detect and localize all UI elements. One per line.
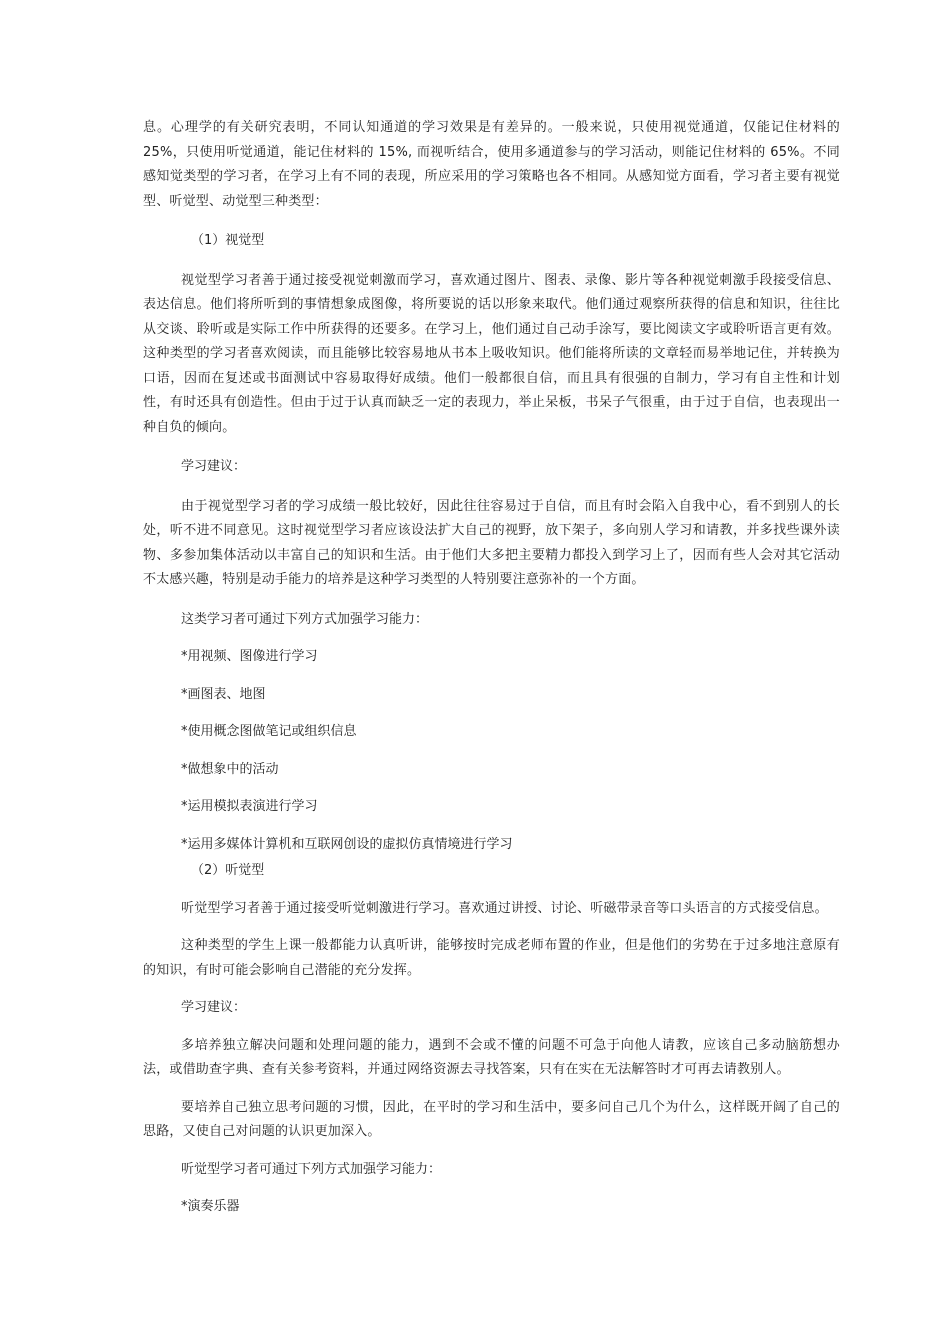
- auditory-type-description: 听觉型学习者善于通过接受听觉刺激进行学习。喜欢通过讲授、讨论、听磁带录音等口头语言的方式接受信息。: [181, 900, 828, 916]
- visual-method-item: *运用模拟表演进行学习: [181, 799, 318, 814]
- document-body: [143, 116, 840, 1220]
- visual-method-item: *使用概念图做笔记或组织信息: [181, 724, 357, 739]
- visual-type-heading: （1）视觉型: [191, 233, 265, 248]
- visual-advice-paragraph: 由于视觉型学习者的学习成绩一般比较好，因此往往容易过于自信，而且有时会陷入自我中心，看不到别人的长处，听不进不同意见。这时视觉型学习者应该设法扩大自己的视野，放下架子，多向别人学习和请教，并多找些课外读物、多参加集体活动以丰富自己的知识和生活。由于他们大多把主要精力都投入到学习上了，因而有些人会对其它活动不太感兴趣，特别是动手能力的培养是这种学习类型的人特别要注意弥补的一个方面。: [143, 498, 840, 587]
- auditory-method-item: *演奏乐器: [181, 1199, 240, 1214]
- visual-type-description: 视觉型学习者善于通过接受视觉刺激而学习，喜欢通过图片、图表、录像、影片等各种视觉刺激手段接受信息、表达信息。他们将所听到的事情想象成图像，将所要说的话以形象来取代。他们通过观察所获得的信息和知识，往往比从交谈、聆听或是实际工作中所获得的还要多。在学习上，他们通过自己动手涂写，要比阅读文字或聆听语言更有效。这种类型的学习者喜欢阅读，而且能够比较容易地从书本上吸收知识。他们能将所读的文章轻而易举地记住，并转换为口语，因而在复述或书面测试中容易取得好成绩。他们一般都很自信，而且具有很强的自制力，学习有自主性和计划性，有时还具有创造性。但由于过于认真而缺乏一定的表现力，举止呆板，书呆子气很重，由于过于自信，也表现出一种自负的倾向。: [143, 272, 840, 435]
- auditory-type-weakness: 这种类型的学生上课一般都能力认真听讲，能够按时完成老师布置的作业，但是他们的劣势在于过多地注意原有的知识，有时可能会影响自己潜能的充分发挥。: [143, 938, 840, 978]
- auditory-advice-paragraph-2: 要培养自己独立思考问题的习惯，因此，在平时的学习和生活中，要多问自己几个为什么，这样既开阔了自己的思路，又使自己对问题的认识更加深入。: [143, 1099, 840, 1139]
- visual-method-item: *画图表、地图: [181, 686, 266, 702]
- visual-method-item: *做想象中的活动: [181, 761, 279, 777]
- intro-paragraph: 息。心理学的有关研究表明，不同认知通道的学习效果是有差异的。一般来说，只使用视觉通道，仅能记住材料的 25%，只使用听觉通道，能记住材料的 15%, 而视听结合，使用多通道参与的学习活动，则能记住材料的 65%。不同感知觉类型的学习者，在学习上有不同的表现，所应采用的学习策略也各不相同。从感知觉方面看，学习者主要有视觉型、听觉型、动觉型三种类型：: [143, 120, 840, 209]
- auditory-advice-label: 学习建议：: [181, 1000, 247, 1015]
- visual-method-item: *用视频、图像进行学习: [181, 649, 318, 664]
- auditory-advice-paragraph: 多培养独立解决问题和处理问题的能力，遇到不会或不懂的问题不可急于向他人请教，应该自己多动脑筋想办法，或借助查字典、查有关参考资料，并通过网络资源去寻找答案，只有在实在无法解答时才可再去请教别人。: [143, 1037, 840, 1077]
- visual-method-item: *运用多媒体计算机和互联网创设的虚拟仿真情境进行学习: [181, 836, 513, 852]
- visual-advice-label: 学习建议：: [181, 459, 247, 474]
- auditory-type-heading: （2）听觉型: [191, 863, 265, 878]
- auditory-methods-intro: 听觉型学习者可通过下列方式加强学习能力：: [181, 1161, 442, 1177]
- visual-methods-intro: 这类学习者可通过下列方式加强学习能力：: [181, 611, 429, 627]
